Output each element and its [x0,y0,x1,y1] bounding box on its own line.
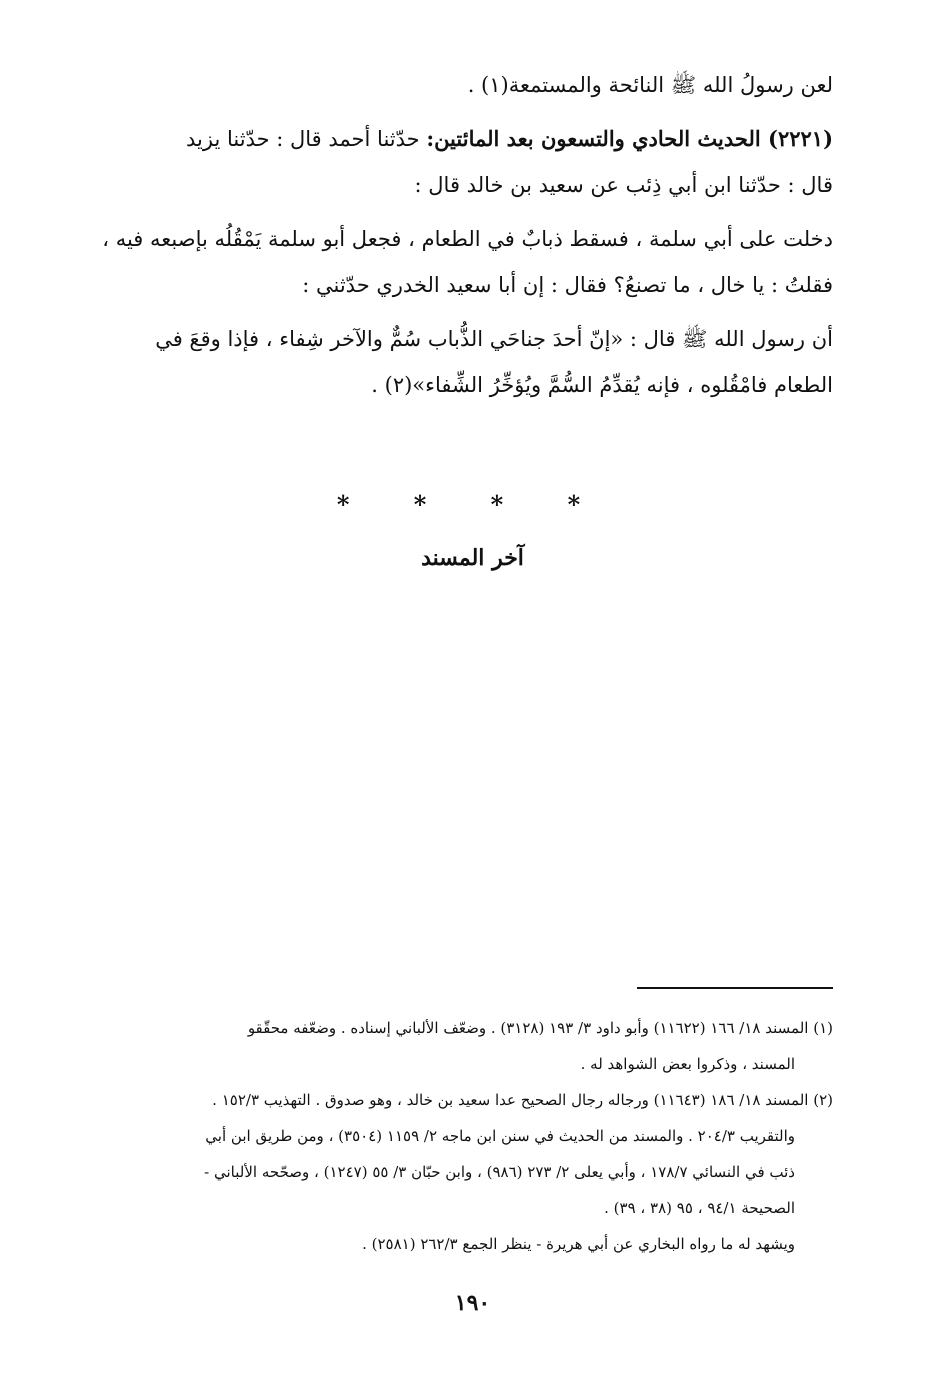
footnote-line: ويشهد له ما رواه البخاري عن أبي هريرة - ينظر الجمع ٢٦٢/٣ (٢٥٨١) . [362,1235,795,1253]
hadith-title: (٢٢٢١) الحديث الحادي والتسعون بعد المائتين: [426,126,833,151]
footnote-line: والتقريب ٢٠٤/٣ . والمسند من الحديث في سنن ابن ماجه ٢/ ١١٥٩ (٣٥٠٤) ، ومن طريق ابن أبي [205,1127,795,1145]
end-title: آخر المسند [421,545,524,571]
text-line: أن رسول الله ﷺ قال : «إنّ أحدَ جناحَي الذُّباب سُمٌّ والآخر شِفاء ، فإذا وقعَ في [155,327,833,351]
text-line: الطعام فامْقُلوه ، فإنه يُقدِّمُ السُّمَّ ويُؤخِّرُ الشِّفاء»(٢) . [371,373,833,397]
section-separator: * * * * [336,490,609,519]
footnotes [73,1010,833,1262]
hadith-heading-line [73,116,833,162]
footnote-line: الصحيحة ٩٤/١ ، ٩٥ (٣٨ ، ٣٩) . [604,1199,795,1217]
footnote-line: ذئب في النسائي ١٧٨/٧ ، وأبي يعلى ٢/ ٢٧٣ (٩٨٦) ، وابن حبّان ٣/ ٥٥ (١٢٤٧) ، وصحّحه الألباني - [204,1163,795,1181]
footnote-divider [637,987,833,989]
footnote-line: (٢) المسند ١٨/ ١٨٦ (١١٦٤٣) ورجاله رجال الصحيح عدا سعيد بن خالد ، وهو صدوق . التهذيب ١٥٢/٣ . [212,1091,833,1109]
footnote-line: (١) المسند ١٨/ ١٦٦ (١١٦٢٢) وأبو داود ٣/ ١٩٣ (٣١٢٨) . وضعّف الألباني إسناده . وضعّفه محقّقو [247,1019,833,1037]
text-line: فقلتُ : يا خال ، ما تصنعُ؟ فقال : إن أبا سعيد الخدري حدّثني : [302,273,833,297]
main-text [73,62,833,408]
text-line: قال : حدّثنا ابن أبي ذِئب عن سعيد بن خالد قال : [414,173,833,197]
text-line: دخلت على أبي سلمة ، فسقط ذبابٌ في الطعام ، فجعل أبو سلمة يَمْقُلُه بإصبعه فيه ، [102,227,833,251]
text-line-continuation: حدّثنا أحمد قال : حدّثنا يزيد [186,127,427,151]
footnote-line: المسند ، وذكروا بعض الشواهد له . [580,1055,795,1073]
text-line: لعن رسولُ الله ﷺ النائحة والمستمعة(١) . [467,73,833,97]
page-number: ١٩٠ [454,1290,491,1316]
